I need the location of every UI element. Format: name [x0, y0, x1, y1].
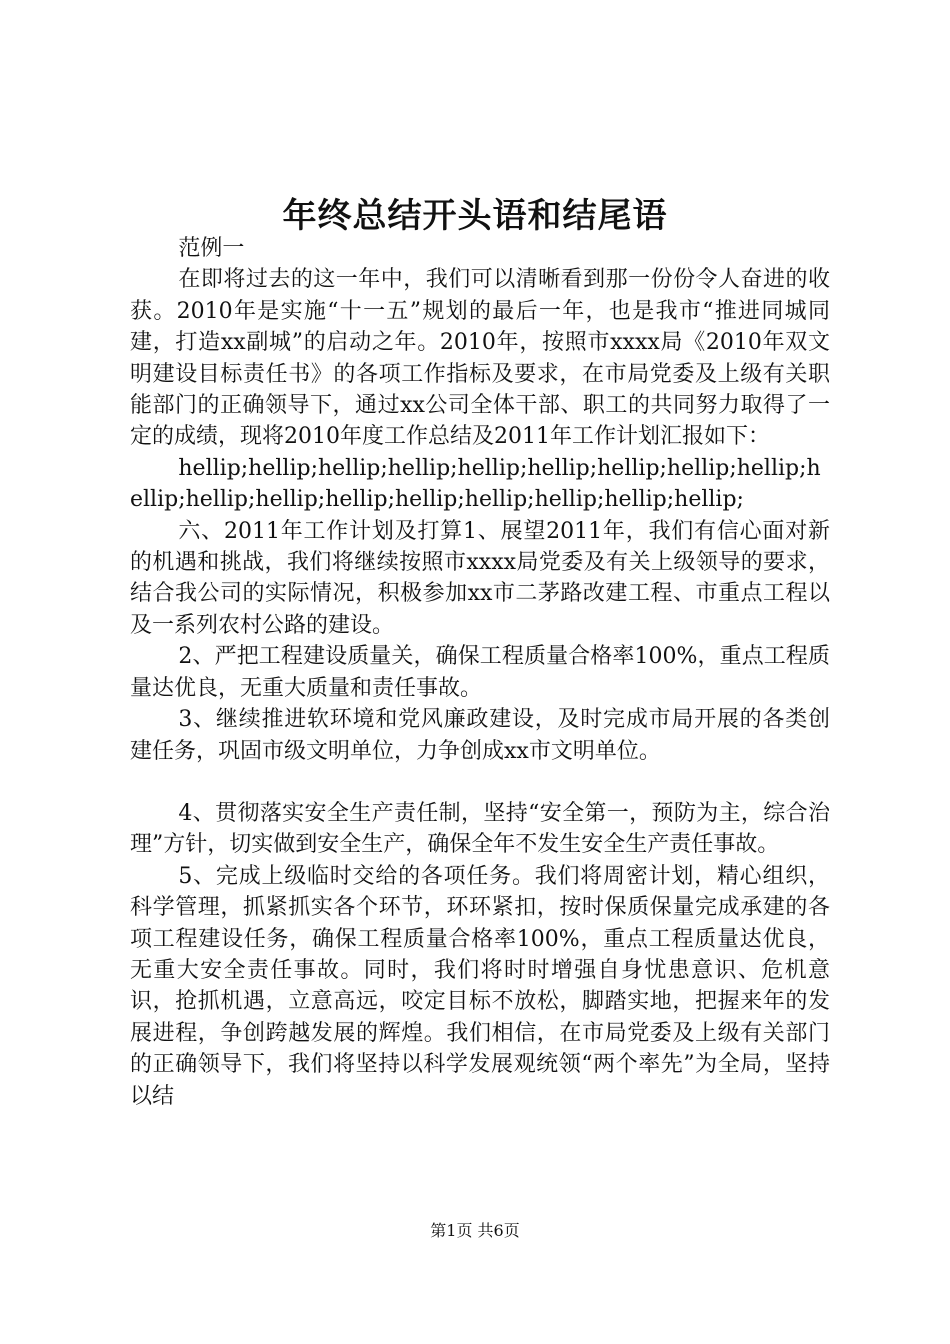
paragraph-plan-1: 六、2011年工作计划及打算1、展望2011年，我们有信心面对新的机遇和挑战，我们将继续按照市xxxx局党委及有关上级领导的要求，结合我公司的实际情况，积极参加xx市二茅路改建工程、市重点工程以及一系列农村公路的建设。 [130, 518, 830, 638]
paragraph-ellipsis: hellip;hellip;hellip;hellip;hellip;hellip;hellip;hellip;hellip;hellip;hellip;hellip;hellip;hellip;hellip;hellip;hellip;hellip; [130, 455, 821, 513]
page-footer: 第1页 共6页 [430, 1221, 520, 1240]
document-body [130, 233, 830, 1112]
document-title: 年终总结开头语和结尾语 [282, 196, 668, 236]
paragraph-intro: 在即将过去的这一年中，我们可以清晰看到那一份份令人奋进的收获。2010年是实施“十一五”规划的最后一年，也是我市“推进同城同建，打造xx副城”的启动之年。2010年，按照市xxxx局《2010年双文明建设目标责任书》的各项工作指标及要求，在市局党委及上级有关职能部门的正确领导下，通过xx公司全体干部、职工的共同努力取得了一定的成绩，现将2010年度工作总结及2011年工作计划汇报如下： [130, 267, 830, 450]
paragraph-plan-3: 3、继续推进软环境和党风廉政建设，及时完成市局开展的各类创建任务，巩固市级文明单位，力争创成xx市文明单位。 [130, 707, 830, 764]
paragraph-plan-2: 2、严把工程建设质量关，确保工程质量合格率100%，重点工程质量达优良，无重大质量和责任事故。 [130, 644, 830, 701]
paragraph-example-label: 范例一 [178, 236, 245, 261]
paragraph-plan-4: 4、贯彻落实安全生产责任制，坚持“安全第一，预防为主，综合治理”方针，切实做到安全生产，确保全年不发生安全生产责任事故。 [130, 800, 830, 858]
paragraph-plan-5: 5、完成上级临时交给的各项任务。我们将周密计划，精心组织，科学管理，抓紧抓实各个环节，环环紧扣，按时保质保量完成承建的各项工程建设任务，确保工程质量合格率100%，重点工程质量达优良，无重大安全责任事故。同时，我们将时时增强自身忧患意识、危机意识，抢抓机遇，立意高远，咬定目标不放松，脚踏实地，把握来年的发展进程，争创跨越发展的辉煌。我们相信，在市局党委及上级有关部门的正确领导下，我们将坚持以科学发展观统领“两个率先”为全局，坚持以结 [130, 863, 830, 1109]
